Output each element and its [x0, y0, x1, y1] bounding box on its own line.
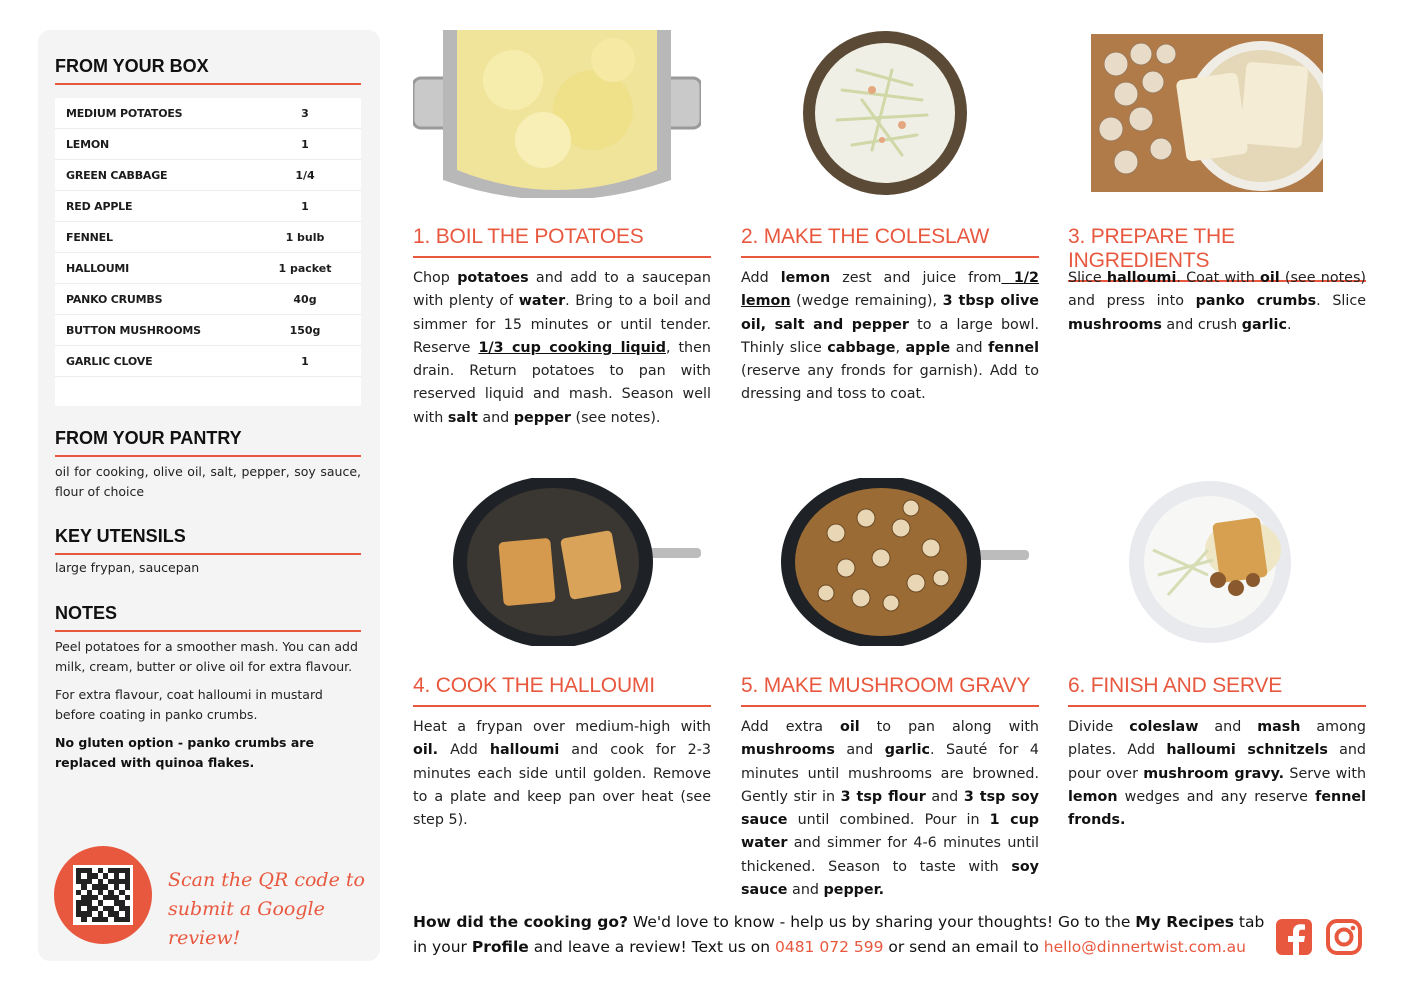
step-keyword: garlic [1241, 316, 1287, 333]
from-your-box-title: FROM YOUR BOX [55, 56, 361, 85]
ingredient-name: PANKO CRUMBS [66, 292, 163, 306]
step-keyword: 1 cup water [741, 812, 1039, 852]
step-keyword: coleslaw [1129, 719, 1199, 735]
ingredient-qty: 1 [301, 354, 309, 368]
ingredient-qty: 150g [289, 323, 321, 337]
ingredient-row [55, 191, 361, 222]
step5-title: 5. MAKE MUSHROOM GRAVY [741, 674, 1039, 707]
note: Peel potatoes for a smoother mash. You can add milk, cream, butter or olive oil for extra flavour. [55, 639, 358, 674]
step-keyword: halloumi schnitzels [1166, 742, 1328, 759]
ingredient-name: GREEN CABBAGE [66, 168, 168, 182]
step2-title: 2. MAKE THE COLESLAW [741, 225, 1039, 258]
step3-image [1091, 34, 1323, 192]
step-keyword: salt [447, 409, 478, 426]
qr-caption-line: submit a Google review! [168, 898, 325, 949]
step6-text: Divide coleslaw and mash among plates. Add halloumi schnitzels and pour over mushroom gravy. Serve with lemon wedges and any reserve fennel fronds. [1068, 719, 1367, 829]
step-keyword: oil [1260, 270, 1280, 286]
phone-link[interactable]: 0481 072 599 [774, 938, 884, 956]
step-keyword: pepper. [823, 882, 885, 899]
ingredient-qty: 1 [301, 199, 309, 213]
step-keyword: garlic [884, 742, 930, 759]
step-keyword: fennel [988, 339, 1039, 356]
ingredient-qty: 3 [301, 106, 309, 120]
step5-text: Add extra oil to pan along with mushrooms and garlic. Sauté for 4 minutes until mushrooms are browned. Gently stir in 3 tsp flour and 3 tsp soy sauce until combined. Pour in 1 cup water and simmer for 4-6 minutes until thickened. Season to taste with soy sauce and pepper. [741, 719, 1039, 899]
step6-image [1128, 480, 1292, 644]
key-utensils-title: KEY UTENSILS [55, 526, 361, 555]
email-link[interactable]: hello@dinnertwist.com.au [1043, 938, 1246, 956]
step-keyword: 3 tbsp olive oil, salt and pepper [741, 293, 1039, 333]
step-keyword: pepper [513, 409, 571, 426]
step2-image [802, 30, 968, 196]
from-your-pantry-title: FROM YOUR PANTRY [55, 428, 361, 457]
utensils-text: large frypan, saucepan [55, 560, 200, 575]
step3-text: Slice halloumi. Coat with oil (see notes) and press into panko crumbs. Slice mushrooms and crush garlic. [1068, 270, 1367, 333]
profile-link[interactable]: Profile [471, 938, 529, 956]
ingredient-row [55, 315, 361, 346]
step4-title: 4. COOK THE HALLOUMI [413, 674, 711, 707]
step-keyword: 1/2 lemon [741, 270, 1039, 310]
step-keyword: cabbage [827, 339, 896, 356]
step-keyword: fennel fronds. [1068, 788, 1366, 829]
ingredient-name: BUTTON MUSHROOMS [66, 323, 201, 337]
ingredient-row [55, 346, 361, 377]
step-keyword: mushrooms [1068, 316, 1162, 333]
ingredient-name: LEMON [66, 137, 110, 151]
step1-title: 1. BOIL THE POTATOES [413, 225, 711, 258]
ingredient-qty: 1 packet [278, 261, 332, 275]
footer-text: tab in your [413, 913, 1265, 956]
pantry-text: oil for cooking, olive oil, salt, pepper, soy sauce, flour of choice [55, 464, 361, 499]
step-keyword: 3 tsp soy sauce [741, 788, 1039, 829]
ingredient-qty: 40g [293, 292, 317, 306]
step2-text: Add lemon zest and juice from 1/2 lemon (wedge remaining), 3 tbsp olive oil, salt and pepper to a large bowl. Thinly slice cabbage, apple and fennel (reserve any fronds for garnish). Add to dressing and toss to coat. [741, 270, 1039, 403]
ingredient-row [55, 253, 361, 284]
ingredient-row [55, 98, 361, 129]
my-recipes-link[interactable]: My Recipes [1135, 913, 1234, 931]
qr-badge[interactable] [54, 846, 152, 944]
ingredient-qty: 1/4 [295, 168, 315, 182]
notes-title: NOTES [55, 603, 361, 632]
qr-code-icon[interactable] [73, 865, 133, 925]
ingredient-row [55, 284, 361, 315]
footer-text: and leave a review! Text us on [528, 938, 775, 956]
step-keyword: lemon [1068, 788, 1118, 805]
qr-caption [168, 866, 368, 953]
step-keyword: oil. [413, 742, 439, 759]
step-keyword: mash [1257, 719, 1301, 735]
ingredient-name: RED APPLE [66, 199, 133, 213]
footer-text: or send an email to [883, 938, 1044, 956]
step-keyword: water [518, 293, 566, 310]
step-keyword: oil [840, 719, 860, 735]
note: For extra flavour, coat halloumi in mustard before coating in panko crumbs. [55, 687, 323, 722]
step3-title: 3. PREPARE THE INGREDIENTS [1068, 225, 1366, 282]
step-keyword: halloumi [1106, 270, 1177, 286]
step-keyword: 1/3 cup cooking liquid [478, 339, 666, 356]
footer-question: How did the cooking go? [413, 913, 628, 931]
sidebar [38, 30, 380, 961]
step4-image [453, 478, 701, 646]
step-keyword: potatoes [457, 270, 529, 286]
facebook-icon[interactable] [1275, 918, 1313, 956]
footer-message [413, 910, 1273, 960]
instagram-icon[interactable] [1325, 918, 1363, 956]
ingredient-qty: 1 bulb [285, 230, 325, 244]
step5-image [781, 478, 1029, 646]
step6-title: 6. FINISH AND SERVE [1068, 674, 1366, 707]
qr-caption-line: Scan the QR code to [168, 869, 365, 891]
ingredients-table [55, 98, 361, 406]
ingredient-name: FENNEL [66, 230, 113, 244]
step-keyword: mushroom gravy. [1143, 765, 1285, 782]
step-keyword: soy sauce [741, 858, 1039, 899]
step-keyword: apple [905, 339, 951, 356]
step-keyword: panko crumbs [1195, 293, 1317, 310]
ingredient-name: GARLIC CLOVE [66, 354, 153, 368]
step-keyword: lemon [780, 270, 831, 286]
step4-text: Heat a frypan over medium-high with oil. Add halloumi and cook for 2-3 minutes each side until golden. Remove to a plate and keep pan over heat (see step 5). [413, 719, 711, 829]
step-keyword: mushrooms [741, 742, 835, 759]
step1-text: Chop potatoes and add to a saucepan with plenty of water. Bring to a boil and simmer for 15 minutes or until tender. Reserve 1/3 cup cooking liquid, then drain. Return potatoes to pan with reserved liquid and mash. Season well with salt and pepper (see notes). [413, 270, 711, 426]
ingredient-name: MEDIUM POTATOES [66, 106, 183, 120]
step-keyword: halloumi [489, 742, 560, 759]
note-gluten: No gluten option - panko crumbs are replaced with quinoa flakes. [55, 735, 314, 770]
ingredient-row [55, 129, 361, 160]
ingredient-qty: 1 [301, 137, 309, 151]
ingredient-name: HALLOUMI [66, 261, 130, 275]
footer-text: We'd love to know - help us by sharing your thoughts! Go to the [627, 913, 1136, 931]
step1-image [413, 30, 701, 198]
ingredient-row [55, 222, 361, 253]
step-keyword: 3 tsp flour [840, 788, 926, 805]
ingredient-row [55, 160, 361, 191]
notes [55, 637, 361, 781]
